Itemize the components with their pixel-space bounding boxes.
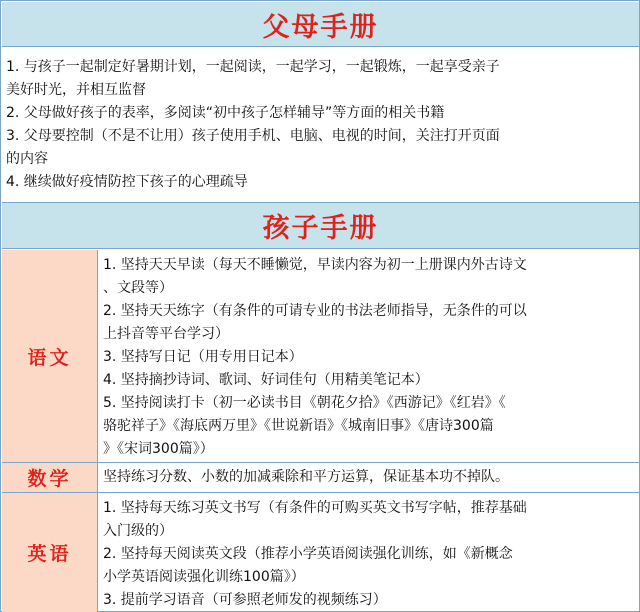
parent-handbook-title: 父母手册 [262,11,379,43]
subject-table [2,250,639,612]
subject-content-english [99,493,639,612]
chinese-line: 》《宋词300篇》） [103,441,214,457]
parent-line: 2. 父母做好孩子的表率，多阅读“初中孩子怎样辅导”等方面的相关书籍 [6,105,445,121]
english-line: 1. 坚持每天练习英文书写（有条件的可购买英文书写字帖，推荐基础 [103,500,527,516]
parent-handbook-banner [2,2,639,47]
subject-content-chinese [99,250,639,462]
parent-line: 的内容 [6,151,48,167]
chinese-line: 4. 坚持摘抄诗词、歌词、好词佳句（用精美笔记本） [103,372,429,388]
math-line: 坚持练习分数、小数的加减乘除和平方运算，保证基本功不掉队。 [103,469,509,485]
chinese-line: 3. 坚持写日记（用专用日记本） [103,349,303,365]
parent-handbook-content [2,48,639,202]
english-line: 入门级的） [103,523,173,539]
subject-cell [2,250,98,462]
subject-name-chinese: 语文 [27,346,72,369]
subject-content-math [99,463,639,492]
parent-line: 4. 继续做好疫情防控下孩子的心理疏导 [6,174,248,190]
chinese-line: 2. 坚持天天练字（有条件的可请专业的书法老师指导，无条件的可以 [103,303,527,319]
child-handbook-banner [2,202,639,249]
subject-cell [2,463,98,492]
chinese-line: 骆驼祥子》《海底两万里》《世说新语》《城南旧事》《唐诗300篇 [103,418,494,434]
english-line: 2. 坚持每天阅读英文段（推荐小学英语阅读强化训练，如《新概念 [103,546,513,562]
english-line: 小学英语阅读强化训练100篇》） [103,569,305,585]
parent-line: 美好时光，并相互监督 [6,82,146,98]
subject-cell [2,493,98,612]
chinese-line: 1. 坚持天天早读（每天不睡懒觉，早读内容为初一上册课内外古诗文 [103,257,527,273]
chinese-line: 上抖音等平台学习） [103,326,229,342]
subject-row-chinese [2,250,639,463]
subject-row-english [2,493,639,612]
chinese-line: 5. 坚持阅读打卡（初一必读书目《朝花夕拾》《西游记》《红岩》《 [103,395,506,411]
english-line: 3. 提前学习语音（可参照老师发的视频练习） [103,592,387,608]
child-handbook-title: 孩子手册 [262,213,379,244]
parent-line: 3. 父母要控制（不是不让用）孩子使用手机、电脑、电视的时间，关注打开页面 [6,128,500,144]
parent-line: 1. 与孩子一起制定好暑期计划，一起阅读，一起学习，一起锻炼，一起享受亲子 [6,59,500,75]
subject-row-math [2,463,639,493]
subject-name-english: 英语 [27,543,72,565]
chinese-line: 、文段等） [103,280,173,296]
subject-name-math: 数学 [27,468,72,490]
